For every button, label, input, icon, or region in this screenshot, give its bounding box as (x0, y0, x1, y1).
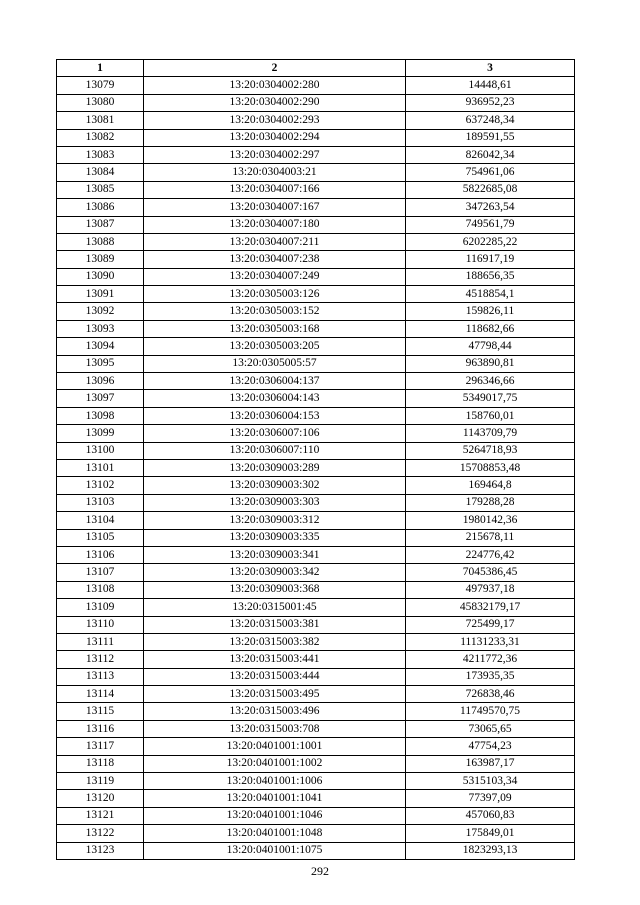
row-number-cell: 13082 (57, 129, 144, 146)
cadastral-number-cell: 13:20:0401001:1006 (144, 773, 406, 790)
cadastral-number-cell: 13:20:0304007:211 (144, 233, 406, 250)
row-number-cell: 13122 (57, 825, 144, 842)
cadastral-number-cell: 13:20:0304007:167 (144, 199, 406, 216)
row-number-cell: 13116 (57, 720, 144, 737)
table-row (57, 494, 575, 511)
cadastral-number-cell: 13:20:0305003:205 (144, 338, 406, 355)
table-row (57, 373, 575, 390)
cadastral-number-cell: 13:20:0304002:294 (144, 129, 406, 146)
table-row (57, 686, 575, 703)
value-cell: 7045386,45 (406, 564, 575, 581)
row-number-cell: 13120 (57, 790, 144, 807)
value-cell: 11749570,75 (406, 703, 575, 720)
value-cell: 118682,66 (406, 320, 575, 337)
cadastral-number-cell: 13:20:0304002:280 (144, 77, 406, 94)
row-number-cell: 13106 (57, 546, 144, 563)
table-row (57, 459, 575, 476)
table-row (57, 112, 575, 129)
value-cell: 47798,44 (406, 338, 575, 355)
table-row (57, 303, 575, 320)
table-row (57, 181, 575, 198)
value-cell: 45832179,17 (406, 599, 575, 616)
value-cell: 175849,01 (406, 825, 575, 842)
table-row (57, 755, 575, 772)
cadastral-number-cell: 13:20:0304003:21 (144, 164, 406, 181)
table-row (57, 216, 575, 233)
cadastral-number-cell: 13:20:0309003:312 (144, 512, 406, 529)
table-row (57, 407, 575, 424)
row-number-cell: 13101 (57, 459, 144, 476)
cadastral-number-cell: 13:20:0315003:382 (144, 633, 406, 650)
cadastral-number-cell: 13:20:0401001:1001 (144, 738, 406, 755)
cadastral-number-cell: 13:20:0304007:180 (144, 216, 406, 233)
value-cell: 936952,23 (406, 94, 575, 111)
table-row (57, 738, 575, 755)
value-cell: 497937,18 (406, 581, 575, 598)
row-number-cell: 13084 (57, 164, 144, 181)
table-row (57, 720, 575, 737)
table-row (57, 703, 575, 720)
table-row (57, 616, 575, 633)
cadastral-number-cell: 13:20:0315003:444 (144, 668, 406, 685)
value-cell: 963890,81 (406, 355, 575, 372)
row-number-cell: 13090 (57, 268, 144, 285)
cadastral-number-cell: 13:20:0305003:168 (144, 320, 406, 337)
table-row (57, 564, 575, 581)
table-row (57, 199, 575, 216)
table-body (57, 77, 575, 860)
row-number-cell: 13118 (57, 755, 144, 772)
table-row (57, 233, 575, 250)
row-number-cell: 13115 (57, 703, 144, 720)
value-cell: 158760,01 (406, 407, 575, 424)
value-cell: 173935,35 (406, 668, 575, 685)
row-number-cell: 13096 (57, 373, 144, 390)
value-cell: 188656,35 (406, 268, 575, 285)
data-table (56, 59, 575, 860)
value-cell: 77397,09 (406, 790, 575, 807)
table-row (57, 94, 575, 111)
row-number-cell: 13081 (57, 112, 144, 129)
cadastral-number-cell: 13:20:0401001:1048 (144, 825, 406, 842)
value-cell: 754961,06 (406, 164, 575, 181)
value-cell: 47754,23 (406, 738, 575, 755)
cadastral-number-cell: 13:20:0401001:1002 (144, 755, 406, 772)
table-row (57, 773, 575, 790)
value-cell: 15708853,48 (406, 459, 575, 476)
row-number-cell: 13113 (57, 668, 144, 685)
cadastral-number-cell: 13:20:0305003:152 (144, 303, 406, 320)
cadastral-number-cell: 13:20:0315003:496 (144, 703, 406, 720)
table-row (57, 338, 575, 355)
row-number-cell: 13099 (57, 425, 144, 442)
value-cell: 163987,17 (406, 755, 575, 772)
value-cell: 159826,11 (406, 303, 575, 320)
value-cell: 457060,83 (406, 807, 575, 824)
row-number-cell: 13112 (57, 651, 144, 668)
cadastral-number-cell: 13:20:0309003:289 (144, 459, 406, 476)
cadastral-number-cell: 13:20:0315003:495 (144, 686, 406, 703)
table-row (57, 599, 575, 616)
row-number-cell: 13087 (57, 216, 144, 233)
cadastral-number-cell: 13:20:0305003:126 (144, 286, 406, 303)
cadastral-number-cell: 13:20:0309003:302 (144, 477, 406, 494)
cadastral-number-cell: 13:20:0401001:1041 (144, 790, 406, 807)
row-number-cell: 13104 (57, 512, 144, 529)
row-number-cell: 13105 (57, 529, 144, 546)
value-cell: 6202285,22 (406, 233, 575, 250)
row-number-cell: 13092 (57, 303, 144, 320)
cadastral-number-cell: 13:20:0401001:1046 (144, 807, 406, 824)
table-row (57, 477, 575, 494)
value-cell: 296346,66 (406, 373, 575, 390)
value-cell: 1143709,79 (406, 425, 575, 442)
value-cell: 637248,34 (406, 112, 575, 129)
cadastral-number-cell: 13:20:0309003:342 (144, 564, 406, 581)
cadastral-number-cell: 13:20:0306004:153 (144, 407, 406, 424)
row-number-cell: 13088 (57, 233, 144, 250)
table-row (57, 77, 575, 94)
table-row (57, 268, 575, 285)
table-row (57, 529, 575, 546)
table-row (57, 546, 575, 563)
value-cell: 725499,17 (406, 616, 575, 633)
value-cell: 116917,19 (406, 251, 575, 268)
cadastral-number-cell: 13:20:0306007:110 (144, 442, 406, 459)
value-cell: 11131233,31 (406, 633, 575, 650)
row-number-cell: 13121 (57, 807, 144, 824)
value-cell: 4518854,1 (406, 286, 575, 303)
row-number-cell: 13095 (57, 355, 144, 372)
row-number-cell: 13086 (57, 199, 144, 216)
value-cell: 1980142,36 (406, 512, 575, 529)
row-number-cell: 13114 (57, 686, 144, 703)
table-row (57, 425, 575, 442)
header-row (57, 60, 575, 77)
column-header-3: 3 (406, 60, 575, 77)
value-cell: 169464,8 (406, 477, 575, 494)
cadastral-number-cell: 13:20:0306004:143 (144, 390, 406, 407)
value-cell: 189591,55 (406, 129, 575, 146)
cadastral-number-cell: 13:20:0309003:303 (144, 494, 406, 511)
table-row (57, 790, 575, 807)
row-number-cell: 13103 (57, 494, 144, 511)
value-cell: 215678,11 (406, 529, 575, 546)
row-number-cell: 13117 (57, 738, 144, 755)
value-cell: 5822685,08 (406, 181, 575, 198)
row-number-cell: 13089 (57, 251, 144, 268)
row-number-cell: 13110 (57, 616, 144, 633)
value-cell: 4211772,36 (406, 651, 575, 668)
table-row (57, 355, 575, 372)
table-row (57, 129, 575, 146)
row-number-cell: 13085 (57, 181, 144, 198)
row-number-cell: 13102 (57, 477, 144, 494)
cadastral-number-cell: 13:20:0306007:106 (144, 425, 406, 442)
cadastral-number-cell: 13:20:0305005:57 (144, 355, 406, 372)
cadastral-number-cell: 13:20:0304002:297 (144, 146, 406, 163)
row-number-cell: 13108 (57, 581, 144, 598)
table-row (57, 390, 575, 407)
table-row (57, 512, 575, 529)
table-row (57, 651, 575, 668)
row-number-cell: 13083 (57, 146, 144, 163)
value-cell: 347263,54 (406, 199, 575, 216)
value-cell: 73065,65 (406, 720, 575, 737)
cadastral-number-cell: 13:20:0306004:137 (144, 373, 406, 390)
cadastral-number-cell: 13:20:0315003:708 (144, 720, 406, 737)
table-row (57, 320, 575, 337)
row-number-cell: 13079 (57, 77, 144, 94)
cadastral-number-cell: 13:20:0315001:45 (144, 599, 406, 616)
table-row (57, 442, 575, 459)
value-cell: 14448,61 (406, 77, 575, 94)
value-cell: 5315103,34 (406, 773, 575, 790)
cadastral-number-cell: 13:20:0315003:381 (144, 616, 406, 633)
cadastral-number-cell: 13:20:0309003:368 (144, 581, 406, 598)
table-row (57, 807, 575, 824)
cadastral-number-cell: 13:20:0304002:293 (144, 112, 406, 129)
row-number-cell: 13098 (57, 407, 144, 424)
table-row (57, 668, 575, 685)
table-row (57, 146, 575, 163)
row-number-cell: 13080 (57, 94, 144, 111)
value-cell: 749561,79 (406, 216, 575, 233)
row-number-cell: 13100 (57, 442, 144, 459)
row-number-cell: 13094 (57, 338, 144, 355)
row-number-cell: 13091 (57, 286, 144, 303)
cadastral-number-cell: 13:20:0304002:290 (144, 94, 406, 111)
table-row (57, 286, 575, 303)
row-number-cell: 13107 (57, 564, 144, 581)
table-row (57, 633, 575, 650)
value-cell: 5264718,93 (406, 442, 575, 459)
table-row (57, 825, 575, 842)
value-cell: 224776,42 (406, 546, 575, 563)
cadastral-number-cell: 13:20:0401001:1075 (144, 842, 406, 859)
column-header-1: 1 (57, 60, 144, 77)
value-cell: 1823293,13 (406, 842, 575, 859)
column-header-2: 2 (144, 60, 406, 77)
row-number-cell: 13111 (57, 633, 144, 650)
value-cell: 726838,46 (406, 686, 575, 703)
row-number-cell: 13093 (57, 320, 144, 337)
cadastral-number-cell: 13:20:0304007:249 (144, 268, 406, 285)
cadastral-number-cell: 13:20:0315003:441 (144, 651, 406, 668)
table-row (57, 251, 575, 268)
cadastral-number-cell: 13:20:0304007:166 (144, 181, 406, 198)
row-number-cell: 13119 (57, 773, 144, 790)
value-cell: 826042,34 (406, 146, 575, 163)
row-number-cell: 13097 (57, 390, 144, 407)
cadastral-number-cell: 13:20:0304007:238 (144, 251, 406, 268)
table-row (57, 842, 575, 859)
table-row (57, 164, 575, 181)
page-number: 292 (311, 864, 329, 878)
value-cell: 179288,28 (406, 494, 575, 511)
cadastral-number-cell: 13:20:0309003:335 (144, 529, 406, 546)
row-number-cell: 13123 (57, 842, 144, 859)
row-number-cell: 13109 (57, 599, 144, 616)
table-row (57, 581, 575, 598)
value-cell: 5349017,75 (406, 390, 575, 407)
cadastral-number-cell: 13:20:0309003:341 (144, 546, 406, 563)
